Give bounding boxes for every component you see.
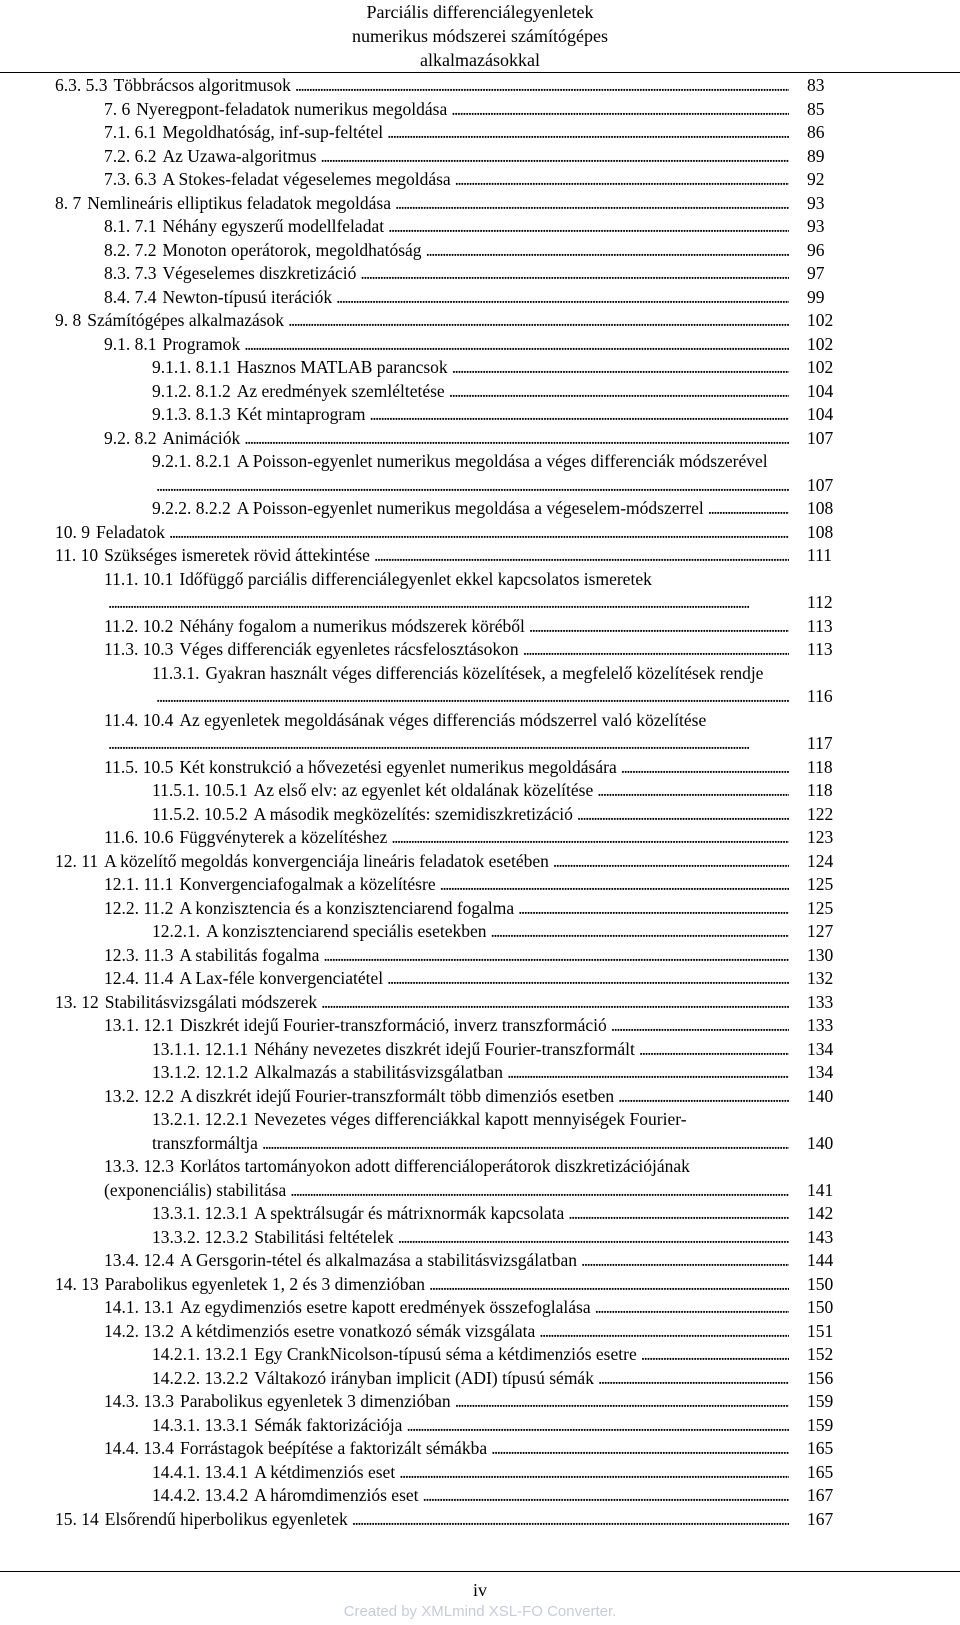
toc-entry-page: 150 [807,1273,834,1294]
toc-entry-number: 11.3.1. [152,662,200,683]
toc-entry-title: A kétdimenziós eset [254,1461,396,1482]
toc-entry-page: 159 [807,1414,834,1435]
toc-entry[interactable] [0,661,960,708]
toc-entry-page: 112 [807,592,833,612]
toc-entry[interactable] [0,1060,960,1084]
toc-entry-page: 96 [807,239,825,260]
toc-entry[interactable] [0,1366,960,1390]
toc-leader-dots [352,1507,789,1531]
toc-entry-number: 13.3.2. 12.3.2 [152,1226,249,1247]
toc-entry[interactable] [0,1342,960,1366]
toc-entry-page: 156 [807,1367,834,1388]
toc-leader-dots [388,214,789,238]
toc-entry-page: 85 [807,98,825,119]
toc-entry-number: 11.5.1. 10.5.1 [152,780,248,800]
toc-entry-page: 113 [807,639,833,659]
toc-entry[interactable] [0,966,960,990]
toc-entry-number: 8.3. 7.3 [104,263,157,283]
toc-leader-dots [708,496,789,520]
toc-entry-number: 12.4. 11.4 [104,968,174,988]
toc-entry-title: Az egydimenziós esetre kapott eredmények összefoglalása [180,1297,591,1317]
toc-entry-page: 141 [807,1179,834,1200]
toc-entry-title: Függvényterek a közelítéshez [179,827,388,847]
toc-entry-page: 144 [807,1250,834,1270]
toc-entry-number: 8.2. 7.2 [104,239,157,260]
toc-entry-page: 104 [807,404,834,424]
toc-entry-page: 159 [807,1391,834,1411]
toc-entry-page: 93 [807,192,825,213]
toc-entry[interactable] [0,1013,960,1037]
toc-entry-title: Időfüggő parciális differenciálegyenlet ekkel kapcsolatos ismeretek [179,568,652,589]
toc-entry[interactable] [0,778,960,802]
toc-entry[interactable] [0,167,960,191]
toc-entry-number: 11.4. 10.4 [104,709,174,730]
toc-entry[interactable] [0,449,960,496]
toc-entry-page: 116 [807,686,833,706]
toc-entry[interactable] [0,708,960,755]
toc-entry[interactable] [0,144,960,168]
toc-entry-page: 99 [807,286,825,307]
toc-entry-number: 13. 12 [55,991,99,1012]
toc-entry[interactable] [0,990,960,1014]
toc-entry-title: Két mintaprogram [236,404,366,424]
toc-entry-page: 118 [807,780,833,800]
toc-entry-title: Hasznos MATLAB parancsok [236,357,448,377]
toc-entry[interactable] [0,496,960,520]
toc-entry-number: 9.1.1. 8.1.1 [152,357,231,377]
toc-entry-number: 14.3. 13.3 [104,1391,174,1411]
toc-entry-title: Véges differenciák egyenletes rácsfelosztásokon [179,639,519,659]
toc-entry[interactable] [0,520,960,544]
toc-entry-number: 11.6. 10.6 [104,827,174,847]
toc-entry[interactable] [0,1037,960,1061]
toc-leader-dots [568,1201,789,1225]
toc-entry-title: A háromdimenziós eset [254,1485,419,1505]
toc-entry[interactable] [0,285,960,309]
toc-leader-dots [244,426,789,450]
toc-entry-page: 123 [807,827,834,847]
toc-entry-number: 11.5.2. 10.5.2 [152,803,248,824]
toc-entry-number: 14. 13 [55,1273,99,1294]
header-line-3: alkalmazásokkal [420,50,540,70]
toc-entry-number: 13.4. 12.4 [104,1250,174,1270]
toc-entry-title: Stabilitási feltételek [254,1226,394,1247]
toc-entry-number: 13.1.1. 12.1.1 [152,1038,249,1059]
toc-leader-dots [581,1248,789,1272]
toc-entry-title: Alkalmazás a stabilitásvizsgálatban [254,1062,504,1082]
toc-entry-page: 89 [807,145,825,166]
toc-entry-page: 142 [807,1203,834,1223]
toc-entry-page: 113 [807,615,833,636]
toc-entry-page: 108 [807,521,834,542]
toc-entry-title: Forrástagok beépítése a faktorizált sémákba [180,1438,488,1458]
toc-entry[interactable] [0,1272,960,1296]
toc-leader-dots [169,520,789,544]
toc-entry[interactable] [0,332,960,356]
toc-leader-dots [641,1342,789,1366]
toc-entry[interactable] [0,637,960,661]
toc-entry-title: A Stokes-feladat végeselemes megoldása [162,169,451,189]
toc-leader-dots [618,1084,789,1108]
toc-entry-title: Stabilitásvizsgálati módszerek [104,991,318,1012]
toc-entry-number: 11.1. 10.1 [104,568,174,589]
toc-entry-page: 83 [807,75,825,95]
toc-entry-title: Két konstrukció a hővezetési egyenlet numerikus megoldására [179,756,617,777]
toc-entry[interactable] [0,120,960,144]
toc-entry-page: 143 [807,1226,834,1247]
toc-leader-dots [244,332,789,356]
toc-entry-title: Monoton operátorok, megoldhatóság [162,239,422,260]
header-line-1: Parciális differenciálegyenletek [366,2,594,22]
toc-entry-title: Számítógépes alkalmazások [87,310,285,330]
toc-leader-dots [387,966,789,990]
toc-entry-page: 125 [807,897,834,918]
toc-leader-dots [360,261,789,285]
toc-leader-dots [452,355,789,379]
toc-entry-page: 132 [807,968,834,988]
toc-entry-page: 102 [807,333,834,354]
toc-entry[interactable] [0,1225,960,1249]
toc-entry-number: 9. 8 [55,310,82,330]
toc-leader-dots [553,849,789,873]
toc-entry-number: 8. 7 [55,192,82,213]
toc-entry-number: 9.2. 8.2 [104,427,157,448]
toc-entry-page: 130 [807,944,834,965]
toc-entry-title: A spektrálsugár és mátrixnormák kapcsolata [254,1203,565,1223]
toc-entry-title: Végeselemes diszkretizáció [162,263,357,283]
toc-leader-dots [290,1178,789,1202]
toc-entry-number: 14.3.1. 13.3.1 [152,1414,249,1435]
toc-entry-page: 133 [807,991,834,1012]
toc-leader-dots [429,1272,789,1296]
toc-entry-number: 12.2.1. [152,921,201,941]
toc-entry[interactable] [0,755,960,779]
toc-entry-number: 7.1. 6.1 [104,122,157,142]
toc-entry-title: Néhány nevezetes diszkrét idejű Fourier-transzformált [254,1038,635,1059]
toc-entry[interactable] [0,73,960,97]
toc-entry[interactable] [0,1436,960,1460]
toc-entry[interactable] [0,1107,960,1154]
toc-entry-number: 8.4. 7.4 [104,286,157,307]
toc-leader-dots [577,802,789,826]
toc-entry-number: 12.2. 11.2 [104,897,174,918]
toc-entry-page: 86 [807,122,825,142]
toc-entry-page: 150 [807,1297,834,1317]
toc-entry-number: 10. 9 [55,521,90,542]
toc-entry[interactable] [0,849,960,873]
footer-rule [0,1571,960,1572]
toc-entry[interactable] [0,1389,960,1413]
toc-entry-page: 127 [807,921,834,941]
toc-entry-page: 134 [807,1038,834,1059]
toc-entry-title: A diszkrét idejű Fourier-transzformált több dimenziós esetben [180,1085,615,1106]
page-number: iv [472,1580,487,1600]
header-line-2: numerikus módszerei számítógépes [352,26,608,46]
toc-entry-number: 6.3. 5.3 [55,75,108,95]
toc-entry[interactable] [0,1154,960,1201]
toc-entry-title: A stabilitás fogalma [179,944,320,965]
toc-entry-number: 13.2. 12.2 [104,1085,174,1106]
toc-entry-number: 11. 10 [55,545,99,565]
toc-entry-title: Néhány fogalom a numerikus módszerek köréből [179,615,525,636]
toc-leader-dots [395,191,789,215]
toc-entry[interactable] [0,802,960,826]
toc-leader-dots [639,1037,789,1061]
toc-entry[interactable] [0,261,960,285]
toc-entry-title: Sémák faktorizációja [254,1414,403,1435]
toc-leader-dots [529,614,789,638]
toc-entry-page: 134 [807,1062,834,1082]
toc-entry[interactable] [0,379,960,403]
toc-entry-number: 14.1. 13.1 [104,1297,174,1317]
toc-leader-dots [539,1319,789,1343]
toc-entry-title: Korlátos tartományokon adott differenciáloperátorok diszkretizációjának [180,1156,690,1176]
toc-entry-page: 92 [807,169,825,189]
toc-leader-dots [611,1013,789,1037]
toc-entry-page: 122 [807,803,834,824]
toc-entry-page: 152 [807,1344,834,1364]
toc-leader-dots [451,97,789,121]
toc-entry-page: 108 [807,498,834,518]
toc-entry-number: 15. 14 [55,1508,99,1529]
toc-leader-dots [387,120,789,144]
toc-entry-title: Néhány egyszerű modellfeladat [162,216,385,236]
toc-entry[interactable] [0,97,960,121]
toc-entry-title-continued: (exponenciális) stabilitása [104,1179,287,1200]
toc-entry[interactable] [0,308,960,332]
toc-entry[interactable] [0,355,960,379]
toc-entry-page: 140 [807,1132,834,1153]
toc-entry-page: 140 [807,1085,834,1106]
toc-leader-dots [108,731,789,755]
toc-leader-dots [426,238,789,262]
toc-entry[interactable] [0,1413,960,1437]
toc-entry-page: 107 [807,427,834,448]
toc-leader-dots [455,1389,789,1413]
toc-entry[interactable] [0,872,960,896]
toc-leader-dots [507,1060,789,1084]
toc-leader-dots [518,896,789,920]
toc-entry-title: Newton-típusú iterációk [162,286,333,307]
toc-entry-title-continued: transzformáltja [152,1132,258,1153]
toc-entry[interactable] [0,1201,960,1225]
toc-entry-page: 165 [807,1461,834,1482]
toc-entry-page: 167 [807,1508,834,1529]
toc-entry-title: Parabolikus egyenletek 1, 2 és 3 dimenzióban [104,1273,426,1294]
toc-entry-number: 14.2.2. 13.2.2 [152,1367,249,1388]
toc-entry[interactable] [0,1319,960,1343]
toc-entry-page: 117 [807,733,833,753]
toc-entry-title: Az Uzawa-algoritmus [162,145,317,166]
toc-entry-number: 9.1. 8.1 [104,333,157,354]
toc-entry-title: A konzisztencia és a konzisztenciarend fogalma [179,897,515,918]
toc-entry-number: 11.3. 10.3 [104,639,174,659]
toc-leader-dots [108,590,789,614]
toc-entry-title: Konvergenciafogalmak a közelítésre [179,874,436,894]
toc-entry-title: Parabolikus egyenletek 3 dimenzióban [180,1391,451,1411]
toc-entry-page: 104 [807,380,834,401]
toc-entry-title: A kétdimenziós esetre vonatkozó sémák vizsgálata [180,1320,536,1341]
toc-entry[interactable] [0,1483,960,1507]
toc-leader-dots [455,167,789,191]
toc-entry-title: A közelítő megoldás konvergenciája lineáris feladatok esetében [104,850,549,871]
toc-entry[interactable] [0,896,960,920]
toc-entry[interactable] [0,214,960,238]
toc-entry[interactable] [0,1084,960,1108]
toc-entry-number: 11.2. 10.2 [104,615,174,636]
toc-entry-number: 9.1.3. 8.1.3 [152,404,231,424]
toc-entry-title: A Gersgorin-tétel és alkalmazása a stabilitásvizsgálatban [180,1250,578,1270]
toc-leader-dots [374,543,789,567]
toc-entry-page: 133 [807,1015,834,1035]
toc-entry-page: 151 [807,1320,834,1341]
toc-entry-title: Egy CrankNicolson-típusú séma a kétdimenziós esetre [254,1344,637,1364]
toc-entry-number: 14.2. 13.2 [104,1320,174,1341]
toc-leader-dots [597,778,789,802]
toc-entry-number: 9.2.1. 8.2.1 [152,451,231,471]
toc-entry-title: Nemlineáris elliptikus feladatok megoldása [87,192,391,213]
toc-entry-title: Feladatok [96,521,166,542]
toc-leader-dots [491,919,789,943]
toc-entry[interactable] [0,1507,960,1531]
toc-entry-title: Animációk [162,427,241,448]
toc-entry[interactable] [0,191,960,215]
toc-entry-title: Diszkrét idejű Fourier-transzformáció, inverz transzformáció [180,1015,607,1035]
toc-entry-title: Váltakozó irányban implicit (ADI) típusú sémák [254,1367,594,1388]
toc-entry-number: 9.2.2. 8.2.2 [152,498,231,518]
toc-entry-number: 14.4. 13.4 [104,1438,174,1458]
running-header [0,0,960,72]
toc-entry-page: 118 [807,756,833,777]
toc-leader-dots [370,402,789,426]
toc-entry-page: 97 [807,263,825,283]
toc-entry-title: Megoldhatóság, inf-sup-feltétel [162,122,384,142]
toc-entry-title: Nyeregpont-feladatok numerikus megoldása [136,98,448,119]
toc-leader-dots [391,825,789,849]
toc-leader-dots [321,990,789,1014]
toc-leader-dots [398,1225,789,1249]
toc-leader-dots [156,684,789,708]
toc-entry-page: 102 [807,357,834,377]
toc-entry-page: 93 [807,216,825,236]
toc-leader-dots [323,943,789,967]
toc-entry-number: 7.2. 6.2 [104,145,157,166]
toc-leader-dots [440,872,789,896]
toc-entry-number: 13.1.2. 12.1.2 [152,1062,249,1082]
toc-leader-dots [449,379,789,403]
toc-entry-title: Programok [162,333,241,354]
toc-entry-title: A Poisson-egyenlet numerikus megoldása a végeselem-módszerrel [236,498,704,518]
toc-entry-number: 12. 11 [55,850,99,871]
toc-leader-dots [336,285,789,309]
toc-entry-title: A második megközelítés: szemidiszkretizáció [253,803,573,824]
toc-leader-dots [621,755,789,779]
toc-entry-title: Többrácsos algoritmusok [113,75,291,95]
toc-entry-page: 165 [807,1438,834,1458]
toc-leader-dots [491,1436,789,1460]
toc-entry[interactable] [0,943,960,967]
toc-entry[interactable] [0,1295,960,1319]
toc-entry-title: Nevezetes véges differenciákkal kapott mennyiségek Fourier- [254,1109,687,1129]
toc-entry-number: 11.5. 10.5 [104,756,174,777]
toc-leader-dots [598,1366,789,1390]
toc-entry-number: 7. 6 [104,98,131,119]
toc-entry-page: 111 [807,545,832,565]
toc-entry[interactable] [0,426,960,450]
toc-entry[interactable] [0,402,960,426]
toc-entry-number: 13.2.1. 12.2.1 [152,1109,249,1129]
toc-entry[interactable] [0,238,960,262]
toc-leader-dots [288,308,789,332]
toc-entry-page: 102 [807,310,834,330]
toc-leader-dots [595,1295,789,1319]
toc-entry[interactable] [0,919,960,943]
toc-entry[interactable] [0,543,960,567]
converter-credit: Created by XMLmind XSL-FO Converter. [343,1603,617,1620]
toc-entry-number: 7.3. 6.3 [104,169,157,189]
toc-leader-dots [399,1460,789,1484]
toc-entry-title: Szükséges ismeretek rövid áttekintése [104,545,370,565]
toc-entry-title: Az egyenletek megoldásának véges differenciás módszerrel való közelítése [179,709,707,730]
toc-entry[interactable] [0,1460,960,1484]
toc-entry-number: 9.1.2. 8.1.2 [152,380,231,401]
toc-entry-number: 14.4.1. 13.4.1 [152,1461,249,1482]
toc-entry-page: 124 [807,850,834,871]
toc-entry-title: A konzisztenciarend speciális esetekben [206,921,487,941]
toc-leader-dots [423,1483,789,1507]
toc-entry-title: Az első elv: az egyenlet két oldalának közelítése [253,780,594,800]
toc-entry[interactable] [0,825,960,849]
toc-entry-title: Gyakran használt véges differenciás közelítések, a megfelelő közelítések rendje [205,662,764,683]
toc-entry-title: Az eredmények szemléltetése [236,380,445,401]
toc-leader-dots [295,73,789,97]
toc-entry-number: 13.3.1. 12.3.1 [152,1203,249,1223]
toc-entry[interactable] [0,567,960,614]
toc-leader-dots [321,144,789,168]
toc-leader-dots [406,1413,789,1437]
toc-entry-number: 13.3. 12.3 [104,1156,174,1176]
toc-entry-number: 12.1. 11.1 [104,874,174,894]
toc-entry-number: 14.4.2. 13.4.2 [152,1485,249,1505]
toc-leader-dots [523,637,789,661]
toc-entry-number: 13.1. 12.1 [104,1015,174,1035]
toc-entry-number: 12.3. 11.3 [104,944,174,965]
toc-entry[interactable] [0,614,960,638]
toc-entry-number: 8.1. 7.1 [104,216,157,236]
toc-entry-page: 125 [807,874,834,894]
toc-entry-title: Elsőrendű hiperbolikus egyenletek [104,1508,348,1529]
toc-leader-dots [262,1131,789,1155]
toc-entry-number: 14.2.1. 13.2.1 [152,1344,249,1364]
toc-entry-title: A Lax-féle konvergenciatétel [179,968,384,988]
toc-entry-page: 167 [807,1485,834,1505]
toc-entry-page: 107 [807,474,834,495]
toc-entry-title: A Poisson-egyenlet numerikus megoldása a véges differenciák módszerével [236,451,768,471]
toc-entry[interactable] [0,1248,960,1272]
toc-leader-dots [156,473,789,497]
